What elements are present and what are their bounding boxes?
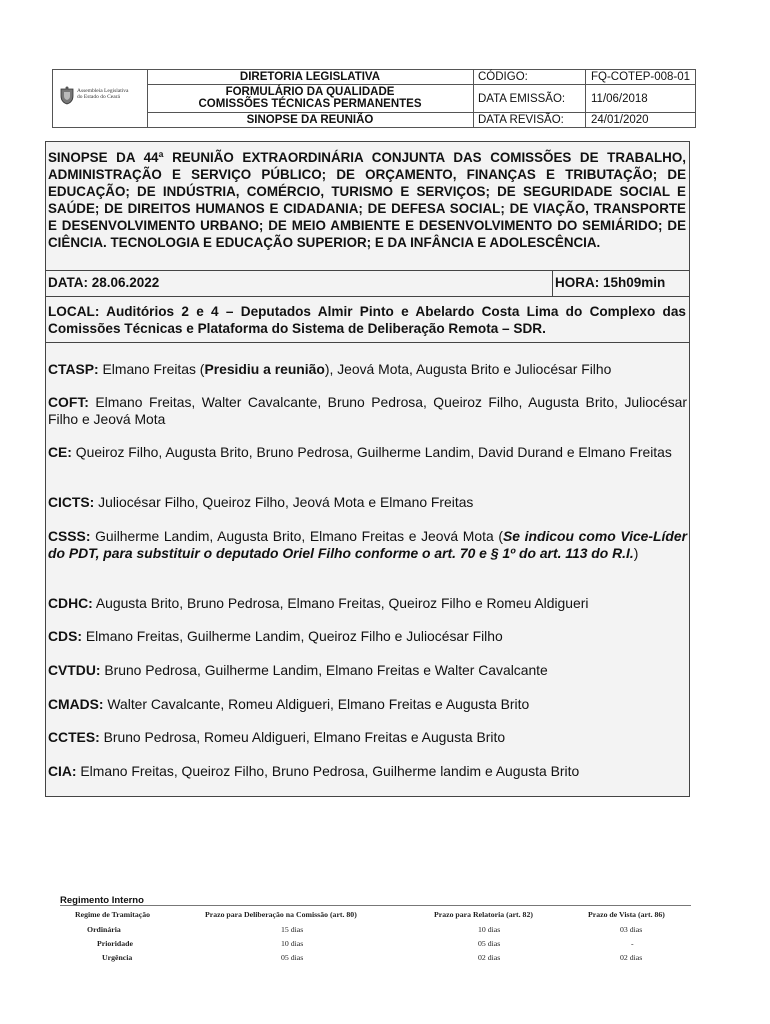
- document-type: SINOPSE DA REUNIÃO: [246, 114, 374, 126]
- meeting-time: HORA: 15h09min: [555, 275, 666, 290]
- reg-cell: -: [631, 939, 634, 948]
- commission-entry: CE: Queiroz Filho, Augusta Brito, Bruno Pedrosa, Guilherme Landim, David Durand e Elmano Freitas: [48, 444, 672, 460]
- reg-cell: 15 dias: [281, 925, 304, 934]
- logo-text: [77, 88, 128, 100]
- logo-line-1: Assembleia Legislativa: [77, 88, 129, 94]
- meeting-location: LOCAL: Auditórios 2 e 4 – Deputados Almir Pinto e Abelardo Costa Lima do Complexo das Comissões Técnicas e Plataforma do Sistema de Deliberação Remota – SDR.: [48, 304, 686, 336]
- form-title-line-1: FORMULÁRIO DA QUALIDADE: [225, 86, 395, 98]
- commission-entry: COFT: Elmano Freitas, Walter Cavalcante, Bruno Pedrosa, Queiroz Filho, Augusta Brito, Juliocésar Filho e Jeová Mota: [48, 394, 687, 427]
- commission-entry: CIA: Elmano Freitas, Queiroz Filho, Bruno Pedrosa, Guilherme landim e Augusta Brito: [48, 763, 580, 779]
- document-header-table: [52, 69, 696, 128]
- header-title-cell: [147, 70, 474, 127]
- commission-entry: CSSS: Guilherme Landim, Augusta Brito, Elmano Freitas e Jeová Mota (Se indicou como Vice-Líder do PDT, para substituir o deputado Oriel Filho conforme o art. 70 e § 1º do art. 113 do R.I.): [48, 528, 687, 561]
- reg-header-regime: Regime de Tramitação: [75, 910, 151, 919]
- reg-cell: Urgência: [102, 953, 133, 962]
- sinopse-box: [45, 141, 690, 797]
- revision-date-value: 24/01/2020: [591, 114, 649, 126]
- reg-cell: 03 dias: [620, 925, 643, 934]
- reg-cell: 10 dias: [478, 925, 501, 934]
- regimento-title: Regimento Interno: [60, 895, 144, 906]
- reg-cell: 05 dias: [281, 953, 304, 962]
- reg-header-relatoria: Prazo para Relatoria (art. 82): [434, 910, 533, 919]
- department-name: DIRETORIA LEGISLATIVA: [239, 71, 381, 83]
- meeting-date: DATA: 28.06.2022: [48, 275, 160, 290]
- revision-date-label: DATA REVISÃO:: [478, 114, 564, 126]
- commission-entry: CDHC: Augusta Brito, Bruno Pedrosa, Elmano Freitas, Queiroz Filho e Romeu Aldigueri: [48, 595, 589, 611]
- commission-entry: CMADS: Walter Cavalcante, Romeu Aldigueri, Elmano Freitas e Augusta Brito: [48, 696, 530, 712]
- logo-line-2: do Estado do Ceará: [77, 94, 120, 100]
- code-label: CÓDIGO:: [478, 71, 528, 83]
- reg-header-deliberacao: Prazo para Deliberação na Comissão (art. 80): [205, 910, 357, 919]
- commission-entry: CDS: Elmano Freitas, Guilherme Landim, Queiroz Filho e Juliocésar Filho: [48, 628, 503, 644]
- reg-cell: Ordinária: [87, 925, 121, 934]
- commission-entry: CCTES: Bruno Pedrosa, Romeu Aldigueri, Elmano Freitas e Augusta Brito: [48, 729, 506, 745]
- commission-entry: CICTS: Juliocésar Filho, Queiroz Filho, Jeová Mota e Elmano Freitas: [48, 494, 474, 510]
- issue-date-label: DATA EMISSÃO:: [478, 93, 566, 105]
- commission-entry: CTASP: Elmano Freitas (Presidiu a reunião), Jeová Mota, Augusta Brito e Juliocésar Filho: [48, 361, 612, 377]
- code-value: FQ-COTEP-008-01: [591, 71, 691, 83]
- reg-cell: 02 dias: [620, 953, 643, 962]
- logo-cell: [53, 70, 148, 127]
- reg-cell: 10 dias: [281, 939, 304, 948]
- header-values-cell: [586, 70, 695, 127]
- reg-header-vista: Prazo de Vista (art. 86): [588, 910, 665, 919]
- reg-cell: 05 dias: [478, 939, 501, 948]
- sinopse-title: SINOPSE DA 44ª REUNIÃO EXTRAORDINÁRIA CONJUNTA DAS COMISSÕES DE TRABALHO, ADMINISTRAÇÃO E SERVIÇO PÚBLICO; DE ORÇAMENTO, FINANÇAS E TRIBUTAÇÃO; DE EDUCAÇÃO; DE INDÚSTRIA, COMÉRCIO, TURISMO E SERVIÇOS; DE SEGURIDADE SOCIAL E SAÚDE; DE DIREITOS HUMANOS E CIDADANIA; DE DEFESA SOCIAL; DE VIAÇÃO, TRANSPORTE E DESENVOLVIMENTO URBANO; DE MEIO AMBIENTE E DESENVOLVIMENTO DO SEMIÁRIDO; DE CIÊNCIA. TECNOLOGIA E EDUCAÇÃO SUPERIOR; E DA INFÂNCIA E ADOLESCÊNCIA.: [48, 150, 686, 250]
- reg-cell: 02 dias: [478, 953, 501, 962]
- issue-date-value: 11/06/2018: [591, 93, 648, 105]
- commission-entry: CVTDU: Bruno Pedrosa, Guilherme Landim, Elmano Freitas e Walter Cavalcante: [48, 662, 548, 678]
- coat-of-arms-icon: [59, 86, 75, 105]
- form-title-line-2: COMISSÕES TÉCNICAS PERMANENTES: [198, 98, 422, 110]
- header-labels-cell: [473, 70, 586, 127]
- reg-cell: Prioridade: [97, 939, 133, 948]
